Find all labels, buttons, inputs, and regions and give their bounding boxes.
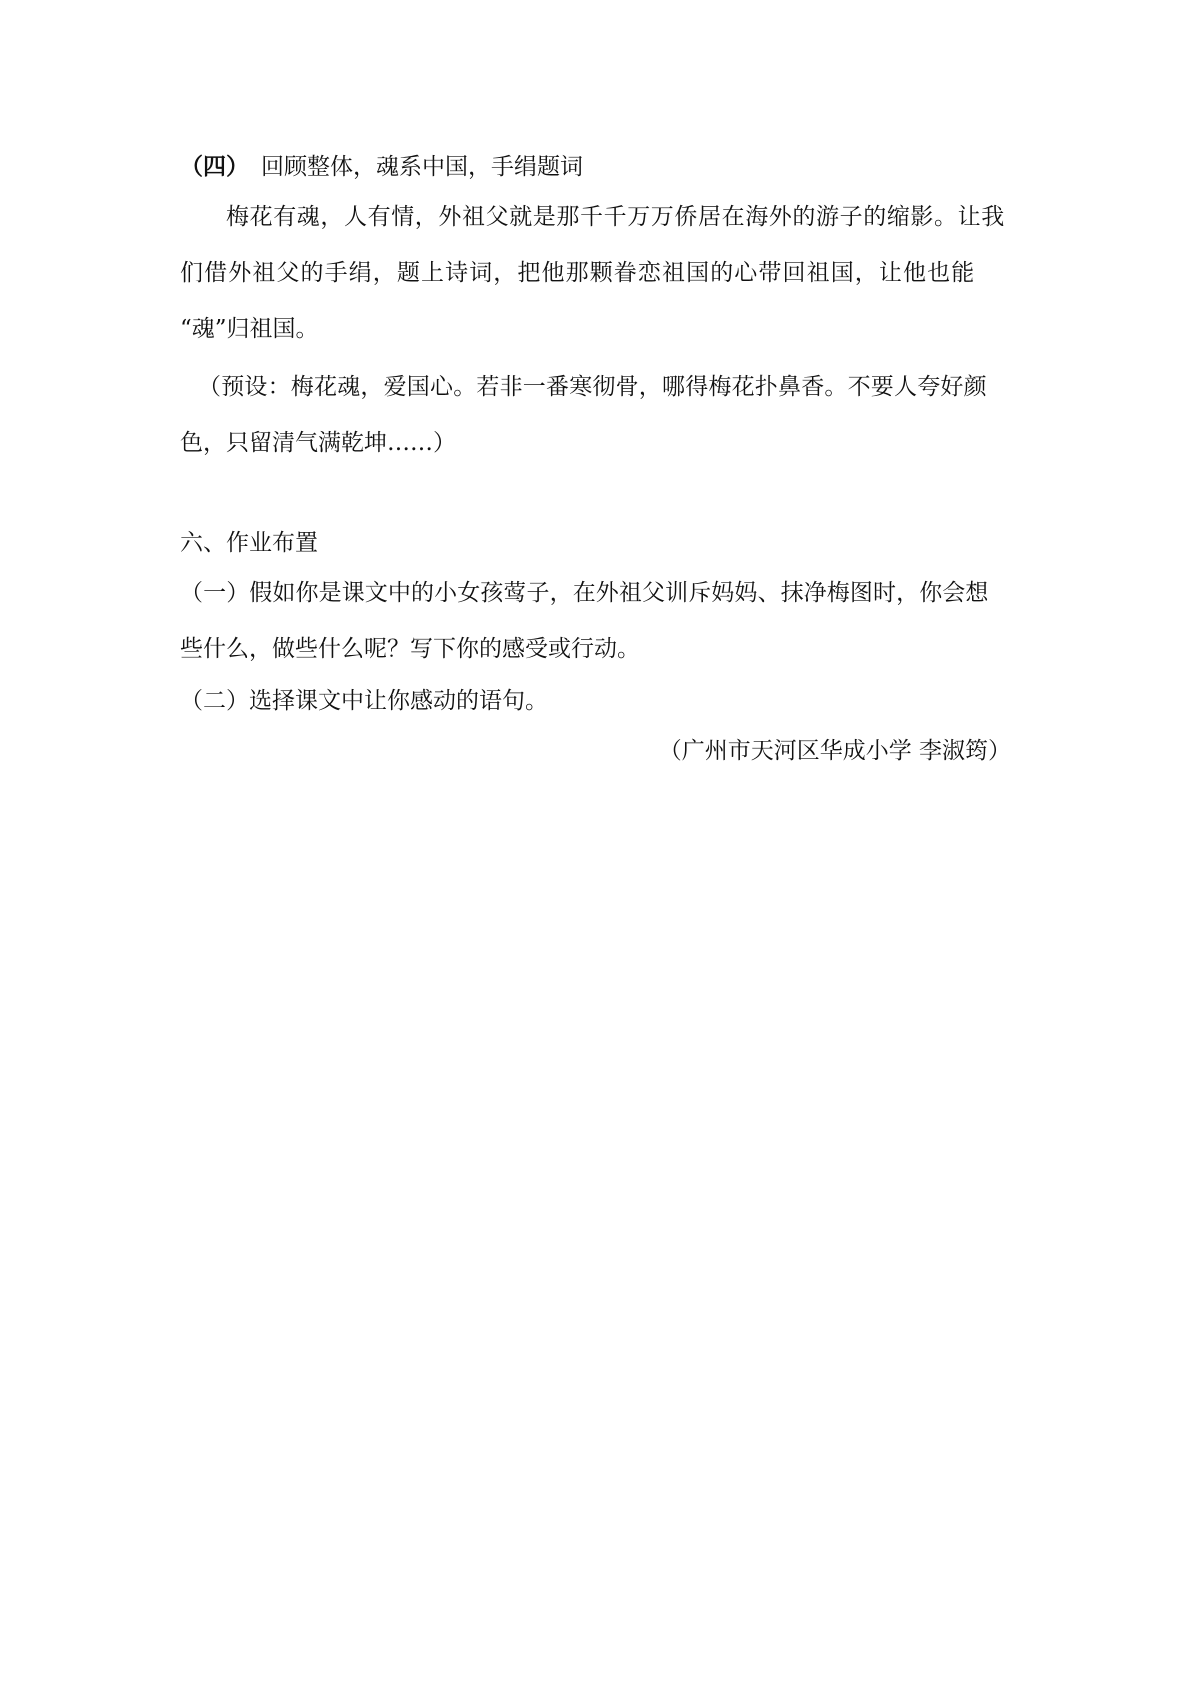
paragraph-one-text-1: 梅花有魂，人有情，外祖父就是那千千万万侨居在海外的游子的缩影。让我	[226, 204, 1005, 230]
attribution: （广州市天河区华成小学 李淑筠）	[658, 738, 1011, 764]
homework-item-2: （二）选择课文中让你感动的语句。	[180, 688, 548, 714]
paragraph-one-line-2: 们借外祖父的手绢，题上诗词，把他那颗眷恋祖国的心带回祖国，让他也能	[180, 260, 976, 286]
section-four-heading	[180, 152, 1010, 182]
preset-line-2: 色，只留清气满乾坤……）	[180, 430, 456, 456]
homework-item-1-line-1: （一）假如你是课文中的小女孩莺子，在外祖父训斥妈妈、抹净梅图时，你会想	[180, 580, 989, 606]
paragraph-one-line-3: “魂”归祖国。	[180, 316, 319, 342]
section-four-marker: （四）	[180, 153, 249, 180]
section-six-heading: 六、作业布置	[180, 530, 318, 556]
preset-text-1: （预设：梅花魂，爱国心。若非一番寒彻骨，哪得梅花扑鼻香。不要人夸好颜	[198, 374, 987, 400]
paragraph-one-line-1	[180, 202, 1010, 232]
homework-item-1-line-2: 些什么，做些什么呢？写下你的感受或行动。	[180, 636, 640, 662]
section-four-title: 回顾整体，魂系中国，手绢题词	[261, 154, 583, 180]
preset-line-1	[180, 372, 1010, 402]
